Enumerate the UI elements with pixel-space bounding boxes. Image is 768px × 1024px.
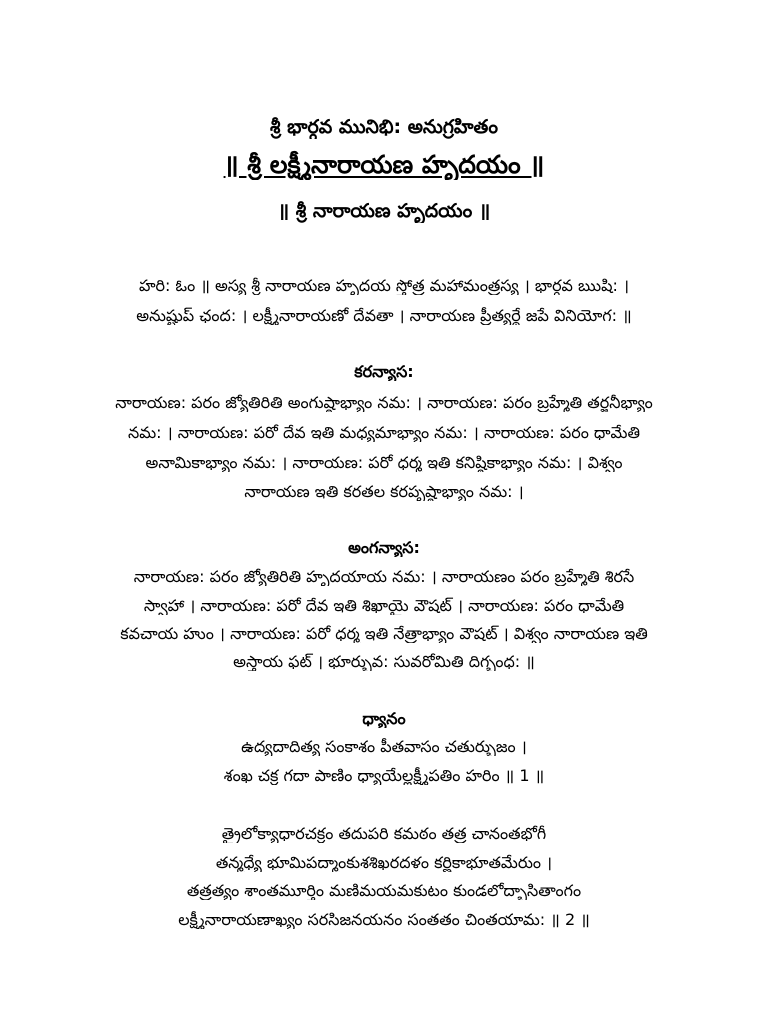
anganyasa-heading: అంగన్యాస: bbox=[348, 538, 420, 557]
anganyasa-line: నారాయణ: పరం జ్యోతిరితి హృదయాయ నమ: । నారాయణం పరం బ్రహ్మేతి శిరసే bbox=[133, 567, 635, 586]
page-subtitle: ॥ శ్రీ నారాయణ హృదయం ॥ bbox=[277, 200, 491, 222]
karanyasa-line: నారాయణ ఇతి కరతల కరపృష్ఠాభ్యాం నమ: । bbox=[244, 482, 524, 501]
karanyasa-line: నారాయణ: పరం జ్యోతిరితి అంగుష్ఠాభ్యాం నమ: । నారాయణ: పరం బ్రహ్మేతి తర్జనీభ్యాం bbox=[115, 393, 653, 412]
intro-line: హరి: ఓం ॥ అస్య శ్రీ నారాయణ హృదయ స్తోత్ర మహామంత్రస్య । భార్గవ ఋషి: । bbox=[138, 276, 630, 295]
page-title: ॥ శ్రీ లక్ష్మీనారాయణ హృదయం ॥ bbox=[223, 150, 545, 179]
verse-line: తత్రత్యం శాంతమూర్తిం మణిమయమకుటం కుండలోద్భాసితాంగం bbox=[186, 881, 582, 900]
dhyanam-line: ఉద్యదాదిత్య సంకాశం పీతవాసం చతుర్భుజం । bbox=[241, 737, 527, 756]
header-line: శ్రీ భార్గవ మునిభి: అనుగ్రహితం bbox=[270, 116, 498, 138]
anganyasa-line: అస్త్రాయ ఫట్ । భూర్భువ: సువరోమితి దిగ్బంధ: ॥ bbox=[233, 652, 535, 671]
karanyasa-line: అనామికాభ్యాం నమ: । నారాయణ: పరో ధర్మ ఇతి కనిష్ఠికాభ్యాం నమ: । విశ్వం bbox=[145, 453, 623, 472]
verse-line: తన్మధ్యే భూమిపద్మాంకుశశిఖరదళం కర్ణికాభూతమేరుం । bbox=[215, 853, 553, 872]
dhyanam-line: శంఖ చక్ర గదా పాణిం ధ్యాయేల్లక్ష్మీపతిం హరిం ॥ 1 ॥ bbox=[223, 766, 545, 785]
verse-line: త్రైలోక్యాధారచక్రం తదుపరి కమఠం తత్ర చానంతభోగీ bbox=[221, 824, 547, 843]
intro-line: అనుష్టుప్ ఛంద: । లక్ష్మీనారాయణో దేవతా । నారాయణ ప్రీత్యర్థే జపే వినియోగ: ॥ bbox=[136, 306, 632, 325]
anganyasa-line: కవచాయ హుం । నారాయణ: పరో ధర్మ ఇతి నేత్రాభ్యాం వౌషట్ । విశ్వం నారాయణ ఇతి bbox=[120, 624, 648, 643]
verse-line: లక్ష్మీనారాయణాఖ్యం సరసిజనయనం సంతతం చింతయామ: ॥ 2 ॥ bbox=[178, 910, 590, 929]
karanyasa-heading: కరన్యాస: bbox=[354, 362, 414, 381]
anganyasa-line: స్వాహా । నారాయణ: పరో దేవ ఇతి శిఖాయై వౌషట్ । నారాయణ: పరం ధామేతి bbox=[143, 596, 625, 615]
karanyasa-line: నమ: । నారాయణ: పరో దేవ ఇతి మధ్యమాభ్యాం నమ: । నారాయణ: పరం ధామేతి bbox=[127, 423, 640, 442]
dhyanam-heading: ధ్యానం bbox=[362, 709, 406, 728]
